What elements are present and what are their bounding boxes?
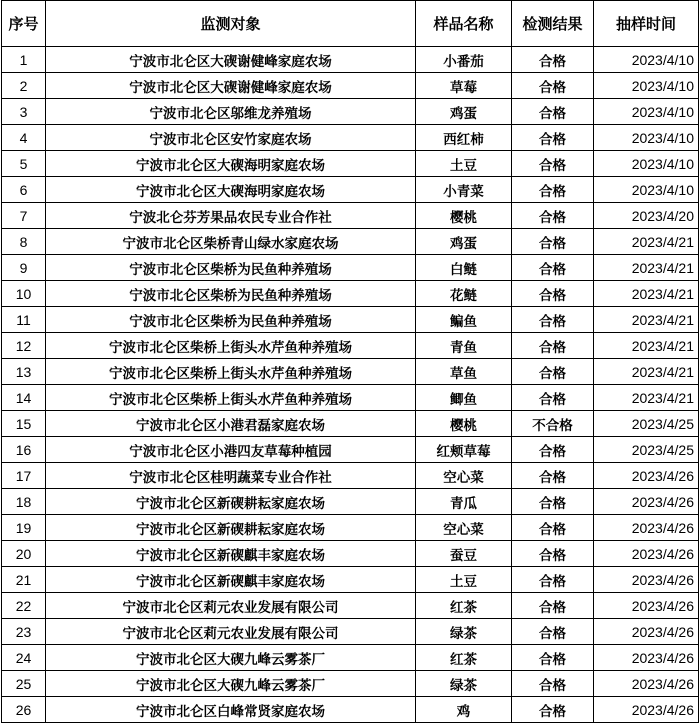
row-sample: 樱桃 [416, 203, 512, 229]
table-row [2, 671, 699, 697]
row-result: 合格 [512, 671, 594, 697]
row-serial: 14 [2, 385, 46, 411]
row-subject: 宁波市北仑区柴桥为民鱼种养殖场 [46, 255, 416, 281]
inspection-table [1, 0, 699, 723]
header-result: 检测结果 [512, 1, 594, 47]
row-serial: 17 [2, 463, 46, 489]
row-subject: 宁波市北仑区大碶九峰云雾茶厂 [46, 645, 416, 671]
row-subject: 宁波市北仑区大碶海明家庭农场 [46, 151, 416, 177]
row-date: 2023/4/10 [594, 177, 699, 203]
row-result: 合格 [512, 359, 594, 385]
row-date: 2023/4/21 [594, 229, 699, 255]
table-row [2, 437, 699, 463]
row-result: 合格 [512, 255, 594, 281]
row-sample: 西红柿 [416, 125, 512, 151]
row-date: 2023/4/26 [594, 645, 699, 671]
table-row [2, 177, 699, 203]
row-serial: 3 [2, 99, 46, 125]
row-sample: 樱桃 [416, 411, 512, 437]
row-serial: 10 [2, 281, 46, 307]
row-result: 合格 [512, 99, 594, 125]
row-subject: 宁波市北仑区小港君磊家庭农场 [46, 411, 416, 437]
row-date: 2023/4/10 [594, 151, 699, 177]
row-serial: 20 [2, 541, 46, 567]
row-serial: 23 [2, 619, 46, 645]
table-row [2, 515, 699, 541]
row-serial: 22 [2, 593, 46, 619]
row-serial: 25 [2, 671, 46, 697]
row-subject: 宁波市北仑区新碶麒丰家庭农场 [46, 567, 416, 593]
row-date: 2023/4/26 [594, 593, 699, 619]
row-sample: 鸡蛋 [416, 229, 512, 255]
row-result: 合格 [512, 47, 594, 73]
row-result: 合格 [512, 567, 594, 593]
row-date: 2023/4/25 [594, 437, 699, 463]
row-sample: 空心菜 [416, 515, 512, 541]
row-date: 2023/4/21 [594, 307, 699, 333]
row-result: 合格 [512, 203, 594, 229]
row-result: 合格 [512, 385, 594, 411]
row-serial: 4 [2, 125, 46, 151]
row-serial: 6 [2, 177, 46, 203]
row-date: 2023/4/21 [594, 255, 699, 281]
row-subject: 宁波市北仑区大碶九峰云雾茶厂 [46, 671, 416, 697]
row-serial: 12 [2, 333, 46, 359]
row-subject: 宁波市北仑区柴桥青山绿水家庭农场 [46, 229, 416, 255]
row-sample: 土豆 [416, 151, 512, 177]
row-result: 合格 [512, 515, 594, 541]
row-result: 合格 [512, 437, 594, 463]
row-serial: 26 [2, 697, 46, 723]
row-date: 2023/4/20 [594, 203, 699, 229]
row-date: 2023/4/26 [594, 515, 699, 541]
row-result: 合格 [512, 697, 594, 723]
row-subject: 宁波市北仑区柴桥上街头水芹鱼种养殖场 [46, 333, 416, 359]
table-row [2, 99, 699, 125]
row-date: 2023/4/21 [594, 333, 699, 359]
row-serial: 8 [2, 229, 46, 255]
row-subject: 宁波市北仑区小港四友草莓种植园 [46, 437, 416, 463]
table-row [2, 359, 699, 385]
row-sample: 小番茄 [416, 47, 512, 73]
row-sample: 空心菜 [416, 463, 512, 489]
row-sample: 红茶 [416, 593, 512, 619]
table-row [2, 281, 699, 307]
row-date: 2023/4/10 [594, 73, 699, 99]
row-date: 2023/4/21 [594, 281, 699, 307]
row-date: 2023/4/10 [594, 125, 699, 151]
row-sample: 青瓜 [416, 489, 512, 515]
row-serial: 11 [2, 307, 46, 333]
table-row [2, 645, 699, 671]
row-date: 2023/4/26 [594, 463, 699, 489]
row-date: 2023/4/21 [594, 359, 699, 385]
row-date: 2023/4/26 [594, 671, 699, 697]
row-subject: 宁波市北仑区新碶麒丰家庭农场 [46, 541, 416, 567]
row-subject: 宁波市北仑区大碶海明家庭农场 [46, 177, 416, 203]
table-row [2, 73, 699, 99]
row-subject: 宁波市北仑区莉元农业发展有限公司 [46, 619, 416, 645]
row-subject: 宁波市北仑区柴桥为民鱼种养殖场 [46, 281, 416, 307]
row-sample: 鲫鱼 [416, 385, 512, 411]
row-serial: 7 [2, 203, 46, 229]
row-sample: 绿茶 [416, 671, 512, 697]
header-subject: 监测对象 [46, 1, 416, 47]
row-result: 合格 [512, 645, 594, 671]
header-serial: 序号 [2, 1, 46, 47]
row-sample: 草鱼 [416, 359, 512, 385]
row-date: 2023/4/10 [594, 99, 699, 125]
row-date: 2023/4/26 [594, 567, 699, 593]
row-result: 合格 [512, 125, 594, 151]
table-row [2, 307, 699, 333]
row-sample: 红颊草莓 [416, 437, 512, 463]
table-row [2, 203, 699, 229]
table-row [2, 541, 699, 567]
row-serial: 1 [2, 47, 46, 73]
header-date: 抽样时间 [594, 1, 699, 47]
row-result: 合格 [512, 307, 594, 333]
header-sample: 样品名称 [416, 1, 512, 47]
table-row [2, 385, 699, 411]
row-sample: 青鱼 [416, 333, 512, 359]
row-subject: 宁波市北仑区大碶谢健峰家庭农场 [46, 73, 416, 99]
row-subject: 宁波市北仑区柴桥上街头水芹鱼种养殖场 [46, 359, 416, 385]
row-date: 2023/4/21 [594, 385, 699, 411]
row-subject: 宁波市北仑区莉元农业发展有限公司 [46, 593, 416, 619]
row-sample: 鳊鱼 [416, 307, 512, 333]
row-subject: 宁波市北仑区柴桥上街头水芹鱼种养殖场 [46, 385, 416, 411]
row-serial: 18 [2, 489, 46, 515]
row-sample: 小青菜 [416, 177, 512, 203]
table-row [2, 411, 699, 437]
row-sample: 土豆 [416, 567, 512, 593]
row-result: 合格 [512, 281, 594, 307]
table-row [2, 47, 699, 73]
row-serial: 13 [2, 359, 46, 385]
row-date: 2023/4/26 [594, 697, 699, 723]
row-sample: 白鲢 [416, 255, 512, 281]
row-result: 不合格 [512, 411, 594, 437]
row-result: 合格 [512, 463, 594, 489]
row-result: 合格 [512, 177, 594, 203]
table-row [2, 619, 699, 645]
table-row [2, 593, 699, 619]
row-result: 合格 [512, 151, 594, 177]
row-serial: 5 [2, 151, 46, 177]
row-serial: 2 [2, 73, 46, 99]
row-result: 合格 [512, 593, 594, 619]
row-serial: 21 [2, 567, 46, 593]
row-serial: 16 [2, 437, 46, 463]
row-result: 合格 [512, 229, 594, 255]
row-date: 2023/4/26 [594, 541, 699, 567]
row-subject: 宁波市北仑区柴桥为民鱼种养殖场 [46, 307, 416, 333]
row-subject: 宁波市北仑区新碶耕耘家庭农场 [46, 489, 416, 515]
row-serial: 15 [2, 411, 46, 437]
row-subject: 宁波北仑芬芳果品农民专业合作社 [46, 203, 416, 229]
row-sample: 红茶 [416, 645, 512, 671]
row-serial: 24 [2, 645, 46, 671]
row-date: 2023/4/26 [594, 489, 699, 515]
row-result: 合格 [512, 619, 594, 645]
table-row [2, 125, 699, 151]
row-subject: 宁波市北仑区桂明蔬菜专业合作社 [46, 463, 416, 489]
header-row [2, 1, 699, 47]
row-sample: 草莓 [416, 73, 512, 99]
table-row [2, 463, 699, 489]
table-row [2, 229, 699, 255]
table-row [2, 333, 699, 359]
row-sample: 绿茶 [416, 619, 512, 645]
table-row [2, 489, 699, 515]
row-result: 合格 [512, 333, 594, 359]
row-subject: 宁波市北仑区白峰常贤家庭农场 [46, 697, 416, 723]
row-subject: 宁波市北仑区邬维龙养殖场 [46, 99, 416, 125]
table-body [2, 47, 699, 723]
row-sample: 蚕豆 [416, 541, 512, 567]
row-sample: 鸡蛋 [416, 99, 512, 125]
row-subject: 宁波市北仑区安竹家庭农场 [46, 125, 416, 151]
row-serial: 9 [2, 255, 46, 281]
row-result: 合格 [512, 489, 594, 515]
row-date: 2023/4/25 [594, 411, 699, 437]
row-date: 2023/4/10 [594, 47, 699, 73]
row-sample: 鸡 [416, 697, 512, 723]
row-subject: 宁波市北仑区大碶谢健峰家庭农场 [46, 47, 416, 73]
row-serial: 19 [2, 515, 46, 541]
table-row [2, 567, 699, 593]
row-date: 2023/4/26 [594, 619, 699, 645]
table-row [2, 255, 699, 281]
table-row [2, 697, 699, 723]
row-subject: 宁波市北仑区新碶耕耘家庭农场 [46, 515, 416, 541]
row-sample: 花鲢 [416, 281, 512, 307]
table-row [2, 151, 699, 177]
row-result: 合格 [512, 73, 594, 99]
row-result: 合格 [512, 541, 594, 567]
